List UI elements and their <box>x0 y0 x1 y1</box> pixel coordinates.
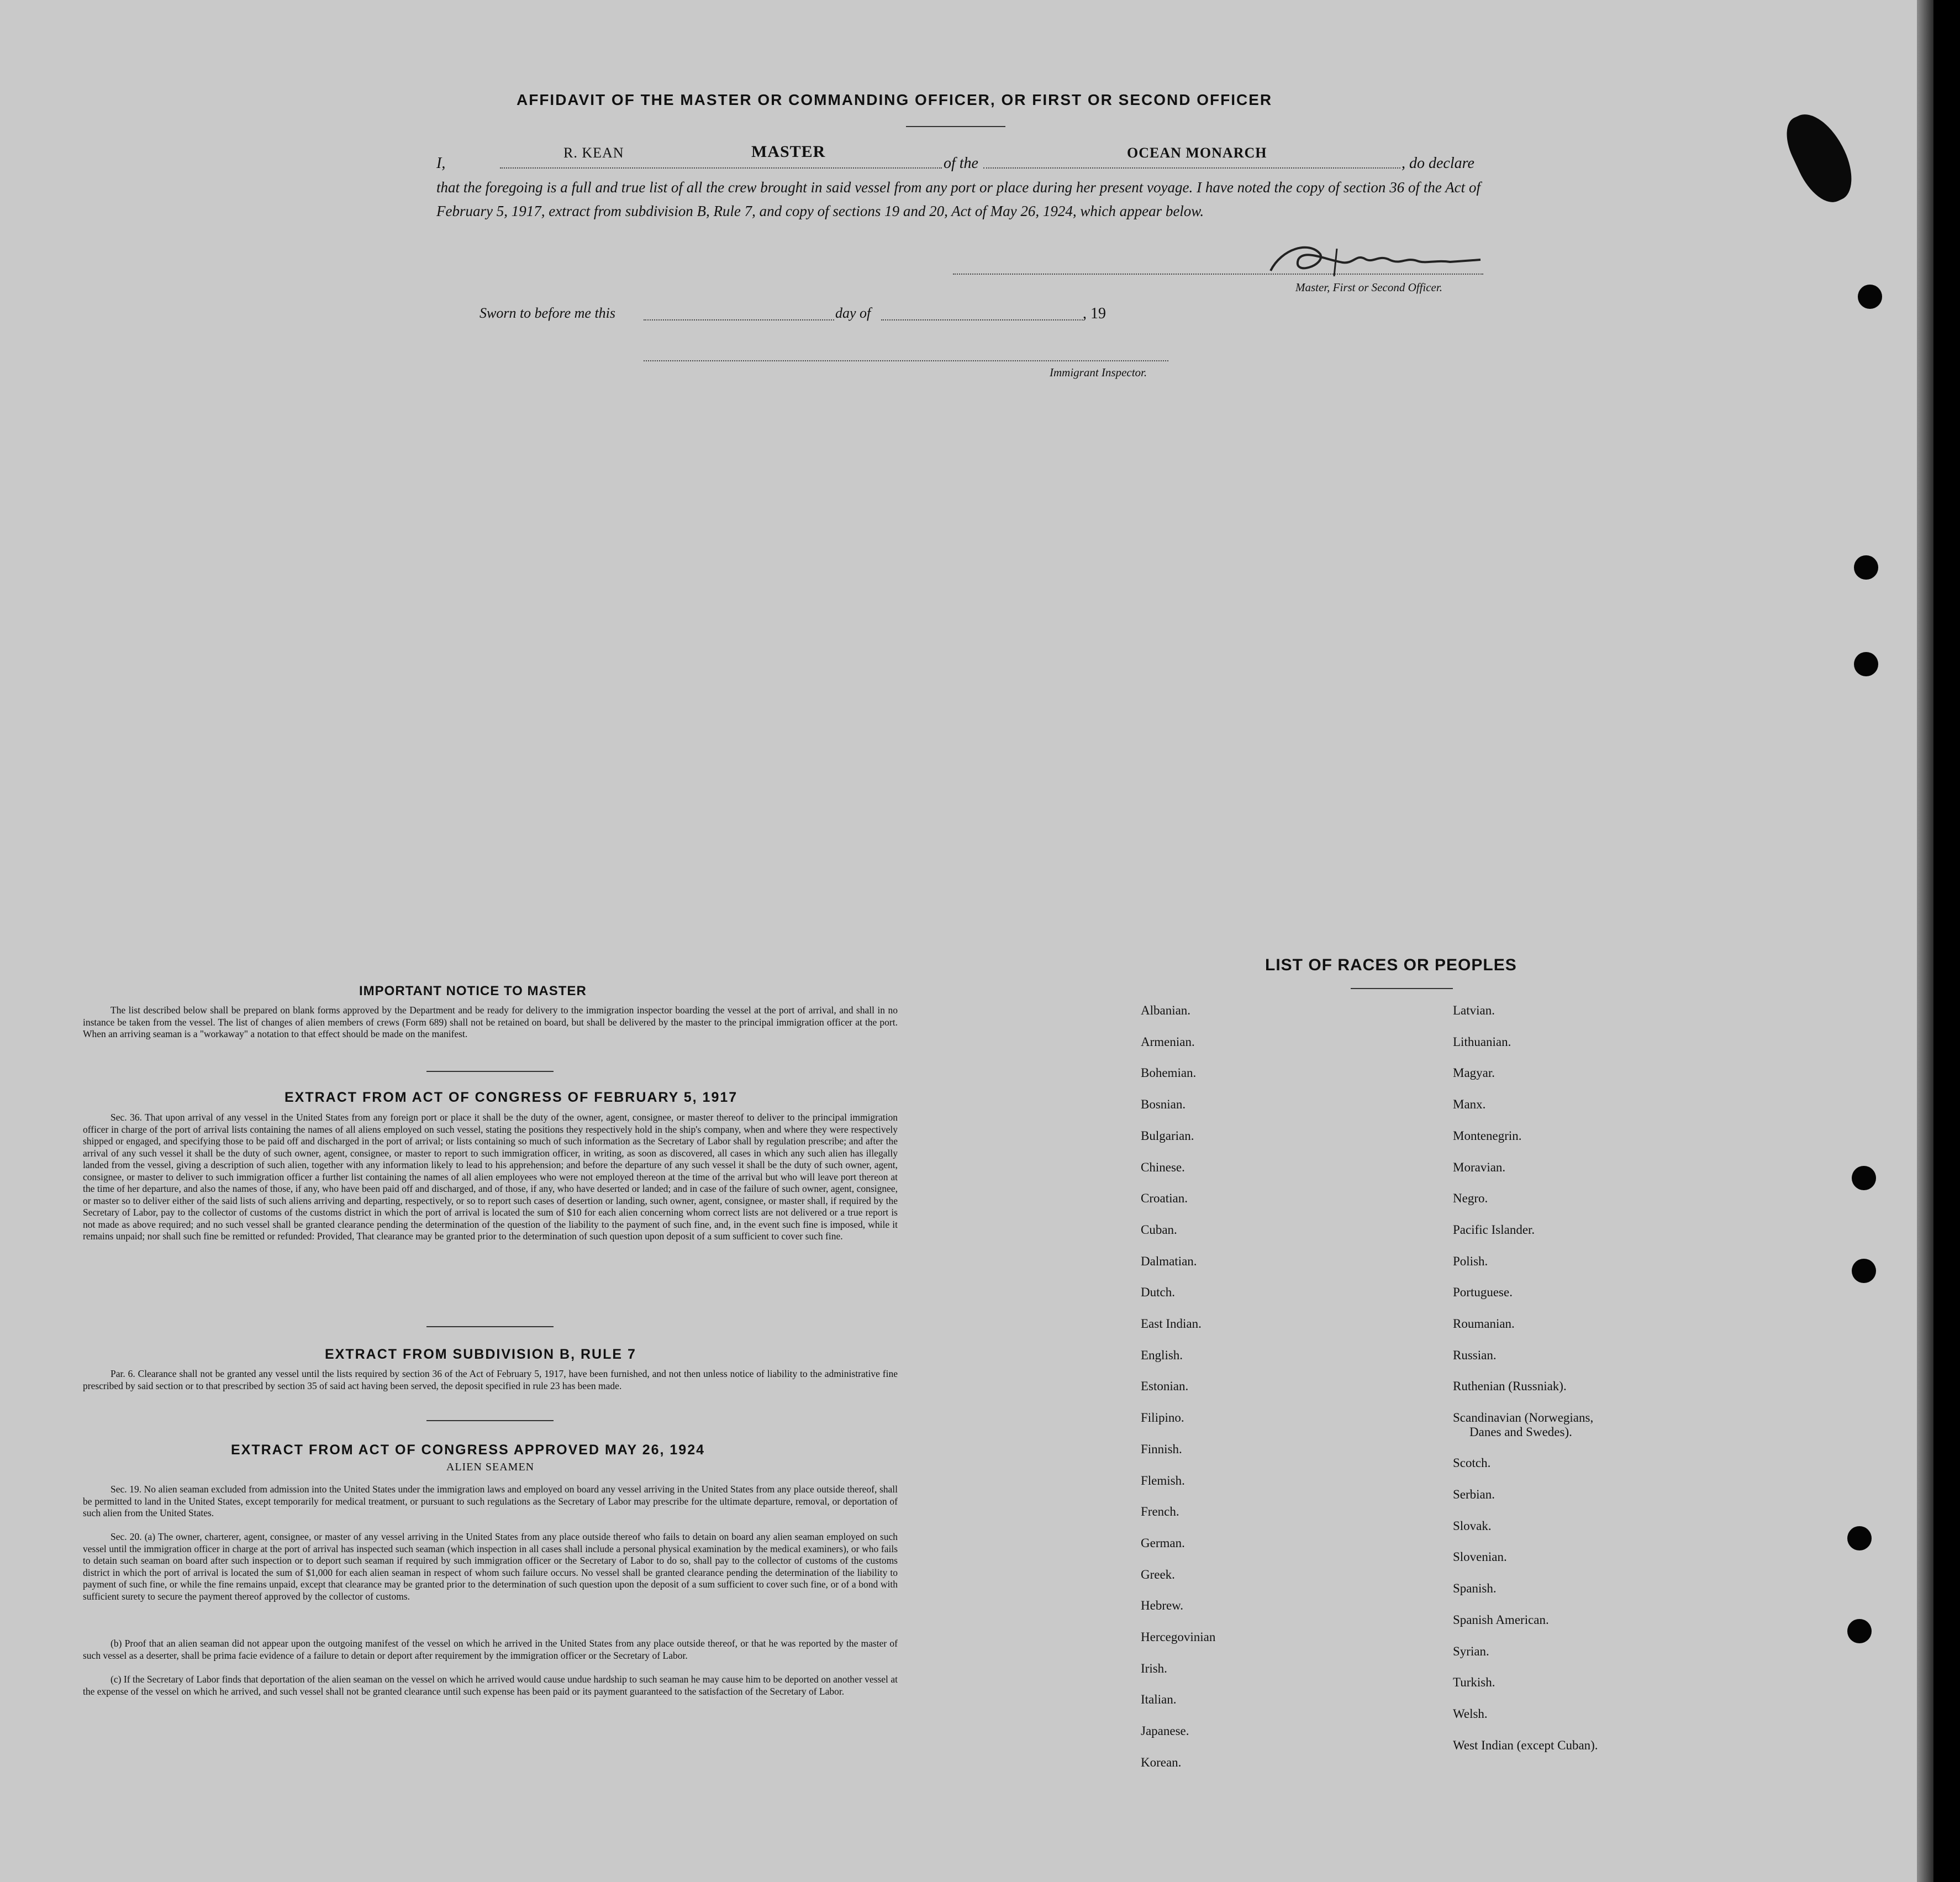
race-item: Finnish. <box>1141 1442 1182 1456</box>
race-item: Manx. <box>1453 1097 1486 1112</box>
extract-1917-title: EXTRACT FROM ACT OF CONGRESS OF FEBRUARY 5, 1917 <box>284 1090 738 1105</box>
alien-seamen-subtitle: ALIEN SEAMEN <box>446 1461 535 1473</box>
signature-caption: Master, First or Second Officer. <box>1295 281 1442 294</box>
divider <box>426 1420 554 1421</box>
race-item: Montenegrin. <box>1453 1128 1522 1143</box>
race-item: Russian. <box>1453 1348 1497 1362</box>
do-declare-text: , do declare <box>1401 155 1474 172</box>
punch-hole <box>1847 1526 1872 1550</box>
day-of-text: day of <box>835 305 871 321</box>
divider <box>1351 988 1453 989</box>
race-item: Bosnian. <box>1141 1097 1186 1112</box>
sec19-text: Sec. 19. No alien seaman excluded from admission into the United States under the immigration laws and employed on board any vessel arriving in the United States from any place outside thereof, shall be permitted to land in the United States, except temporarily for medical treatment, or pursuant to such regulations as the Secretary of Labor may prescribe for the ultimate departure, removal, or deportation of such alien from the United States. <box>83 1484 898 1518</box>
race-item: Albanian. <box>1141 1003 1191 1017</box>
race-item: Hercegovinian <box>1141 1630 1216 1644</box>
extract-1924-title: EXTRACT FROM ACT OF CONGRESS APPROVED MAY 26, 1924 <box>231 1442 705 1458</box>
sec20a-text: Sec. 20. (a) The owner, charterer, agent, consignee, or master of any vessel arriving in the United States from any place outside thereof who fails to detain on board any alien seaman employed on such vessel until the immigration officer in charge at the port of arrival has inspected such seaman (which inspection in all cases shall include a personal physical examination by the medical examiners), or who fails to detain such seaman on board after such inspection or to deport such seaman if required by such immigration officer or the Secretary of Labor to do so, shall pay to the collector of customs of the customs district in which the port of arrival is located the sum of $1,000 for each alien seaman in respect of whom such failure occurs. No vessel shall be granted clearance pending the determination of the liability to payment of such fine, or while the fine remains unpaid, except that clearance may be granted prior to the determination of such question upon the deposit of a sum sufficient to cover such fine, or of a bond with sufficient surety to secure the payment thereof approved by the collector of customs. <box>83 1531 898 1602</box>
extract-rule7-text: Par. 6. Clearance shall not be granted any vessel until the lists required by section 36 of the Act of February 5, 1917, have been furnished, and not then unless notice of liability to the administrative fine prescribed by said section or to that prescribed by section 35 of said act having been served, the deposit specified in rule 23 has been made. <box>83 1368 898 1391</box>
race-item: Roumanian. <box>1453 1317 1515 1331</box>
race-item: Bulgarian. <box>1141 1128 1194 1143</box>
punch-hole <box>1854 652 1878 676</box>
name-blank <box>500 167 942 169</box>
race-item: Turkish. <box>1453 1675 1495 1690</box>
race-item: Polish. <box>1453 1254 1488 1268</box>
divider <box>426 1326 554 1327</box>
punch-hole <box>1858 285 1882 309</box>
race-item: Spanish. <box>1453 1581 1497 1596</box>
divider <box>906 126 1005 127</box>
master-signature <box>1260 238 1492 282</box>
of-the-text: of the <box>944 155 978 172</box>
race-item: German. <box>1141 1536 1185 1550</box>
race-item: Pacific Islander. <box>1453 1222 1535 1237</box>
race-item: Armenian. <box>1141 1034 1195 1049</box>
race-item: Cuban. <box>1141 1222 1177 1237</box>
race-item: Korean. <box>1141 1755 1182 1769</box>
race-item: Slovak. <box>1453 1518 1492 1533</box>
race-item: Bohemian. <box>1141 1066 1197 1080</box>
punch-hole <box>1847 1619 1872 1643</box>
notice-text: The list described below shall be prepared on blank forms approved by the Department and be ready for delivery to the immigration inspector boarding the vessel at the port of arrival, and shall in no instance be taken from the vessel. The list of changes of alien members of crews (Form 689) shall not be retained on board, but shall be delivered by the master to the principal immigration officer at the port. When an arriving seaman is a "workaway" a notation to that effect should be made on the manifest. <box>83 1005 898 1039</box>
race-item: Danes and Swedes). <box>1469 1424 1572 1439</box>
vessel-blank <box>983 167 1400 169</box>
race-item: Dalmatian. <box>1141 1254 1197 1268</box>
race-item: Croatian. <box>1141 1191 1188 1206</box>
race-item: East Indian. <box>1141 1317 1202 1331</box>
affidavit-paragraph: that the foregoing is a full and true list of all the crew brought in said vessel from any port or place during her present voyage. I have noted the copy of section 36 of the Act of February 5, 1917, extract from subdivision B, Rule 7, and copy of sections 19 and 20, Act of May 26, 1924, which appear below. <box>436 179 1480 219</box>
race-item: Scotch. <box>1453 1456 1491 1470</box>
race-item: Welsh. <box>1453 1706 1488 1721</box>
race-item: Syrian. <box>1453 1644 1489 1658</box>
race-item: Estonian. <box>1141 1379 1189 1394</box>
sworn-month-blank <box>881 319 1083 320</box>
sworn-day-blank <box>644 319 834 320</box>
officer-name: R. KEAN <box>563 145 624 161</box>
page-edge <box>1917 0 1933 1882</box>
race-item: French. <box>1141 1505 1179 1519</box>
sworn-text: Sworn to before me this <box>480 305 616 321</box>
race-item: Flemish. <box>1141 1473 1185 1487</box>
race-item: Filipino. <box>1141 1411 1184 1425</box>
race-item: Moravian. <box>1453 1160 1506 1174</box>
divider <box>426 1071 554 1072</box>
notice-title: IMPORTANT NOTICE TO MASTER <box>359 984 587 998</box>
ink-blot <box>1778 104 1862 211</box>
race-item: Spanish American. <box>1453 1612 1549 1627</box>
race-item: Serbian. <box>1453 1487 1495 1501</box>
extract-rule7-title: EXTRACT FROM SUBDIVISION B, RULE 7 <box>325 1347 636 1362</box>
race-item: West Indian (except Cuban). <box>1453 1738 1598 1752</box>
year-text: , 19 <box>1083 305 1106 322</box>
inspector-line <box>644 360 1168 361</box>
race-item: Lithuanian. <box>1453 1034 1511 1049</box>
race-item: Scandinavian (Norwegians, <box>1453 1411 1594 1425</box>
race-item: Italian. <box>1141 1692 1177 1707</box>
race-item: Greek. <box>1141 1567 1175 1581</box>
race-item: Dutch. <box>1141 1285 1175 1300</box>
race-item: Magyar. <box>1453 1066 1495 1080</box>
race-item: Latvian. <box>1453 1003 1495 1017</box>
sec20c-text: (c) If the Secretary of Labor finds that deportation of the alien seaman on the vessel on which he arrived would cause undue hardship to such seaman he may cause him to be deported on another vessel at the expense of the vessel on which he arrived, and such vessel shall not be granted clearance until such expense has been paid or its payment guaranteed to the satisfaction of the Secretary of Labor. <box>83 1674 898 1697</box>
sec20b-text: (b) Proof that an alien seaman did not appear upon the outgoing manifest of the vessel on which he arrived in the United States from any place outside thereof, or that he was reported by the master of such vessel as a deserter, shall be prima facie evidence of a failure to detain or deport after requirement by the immigration officer or the Secretary of Labor. <box>83 1638 898 1661</box>
officer-rank: MASTER <box>751 143 826 161</box>
extract-1917-text: Sec. 36. That upon arrival of any vessel in the United States from any foreign port or place it shall be the duty of the owner, agent, consignee, or master thereof to deliver to the principal immigration officer in charge of the port of arrival lists containing the names of all aliens employed on such vessel, stating the positions they respectively hold in the ship's company, when and where they were respectively shipped or engaged, and specifying those to be paid off and discharged in the port of arrival; or lists containing so much of such information as the Secretary of Labor shall by regulation prescribe; and after the arrival of any such vessel it shall be the duty of such owner, agent, consignee, or master to report to such immigration officer, in writing, as soon as discovered, all cases in which any such alien has illegally landed from the vessel, giving a description of such alien, together with any information likely to lead to his apprehension; and before the departure of any such vessel it shall be the duty of such owner, agent, consignee, or master to deliver to such immigration officer a further list containing the names of all alien employees who were not employed thereon at the time of the arrival but who will leave port thereon at the time of her departure, and also the names of those, if any, who have been paid off and discharged, and of those, if any, who have deserted or landed; and in case of the failure of such owner, agent, consignee, or master so to deliver either of the said lists of such aliens arriving and departing, respectively, or so to report such cases of desertion or landing, such owner, agent, consignee, or master shall, if required by the Secretary of Labor, pay to the collector of customs of the customs district in which the port of arrival is located the sum of $10 for each alien concerning whom correct lists are not delivered or a true report is not made as above required; and no such vessel shall be granted clearance pending the determination of the question of the liability to the payment of such fine, and, in the event such fine is imposed, while it remains unpaid; nor shall such fine be remitted or refunded: Provided, That clearance may be granted prior to the determination of such question upon deposit of a sum sufficient to cover such fine. <box>83 1112 898 1242</box>
race-item: Irish. <box>1141 1661 1167 1675</box>
punch-hole <box>1852 1259 1876 1283</box>
prefix-text: I, <box>436 155 446 172</box>
punch-hole <box>1854 555 1878 580</box>
race-item: Portuguese. <box>1453 1285 1513 1300</box>
races-title: LIST OF RACES OR PEOPLES <box>1265 956 1517 974</box>
race-item: Hebrew. <box>1141 1599 1184 1613</box>
inspector-caption: Immigrant Inspector. <box>1050 366 1147 379</box>
race-item: Slovenian. <box>1453 1550 1507 1564</box>
race-item: Chinese. <box>1141 1160 1185 1174</box>
race-item: Ruthenian (Russniak). <box>1453 1379 1567 1394</box>
affidavit-declaration-line <box>436 155 445 172</box>
affidavit-title: AFFIDAVIT OF THE MASTER OR COMMANDING OFFICER, OR FIRST OR SECOND OFFICER <box>517 91 1273 108</box>
race-item: Negro. <box>1453 1191 1488 1206</box>
race-item: English. <box>1141 1348 1183 1362</box>
vessel-name: OCEAN MONARCH <box>1127 145 1267 161</box>
punch-hole <box>1852 1166 1876 1190</box>
race-item: Japanese. <box>1141 1724 1189 1738</box>
